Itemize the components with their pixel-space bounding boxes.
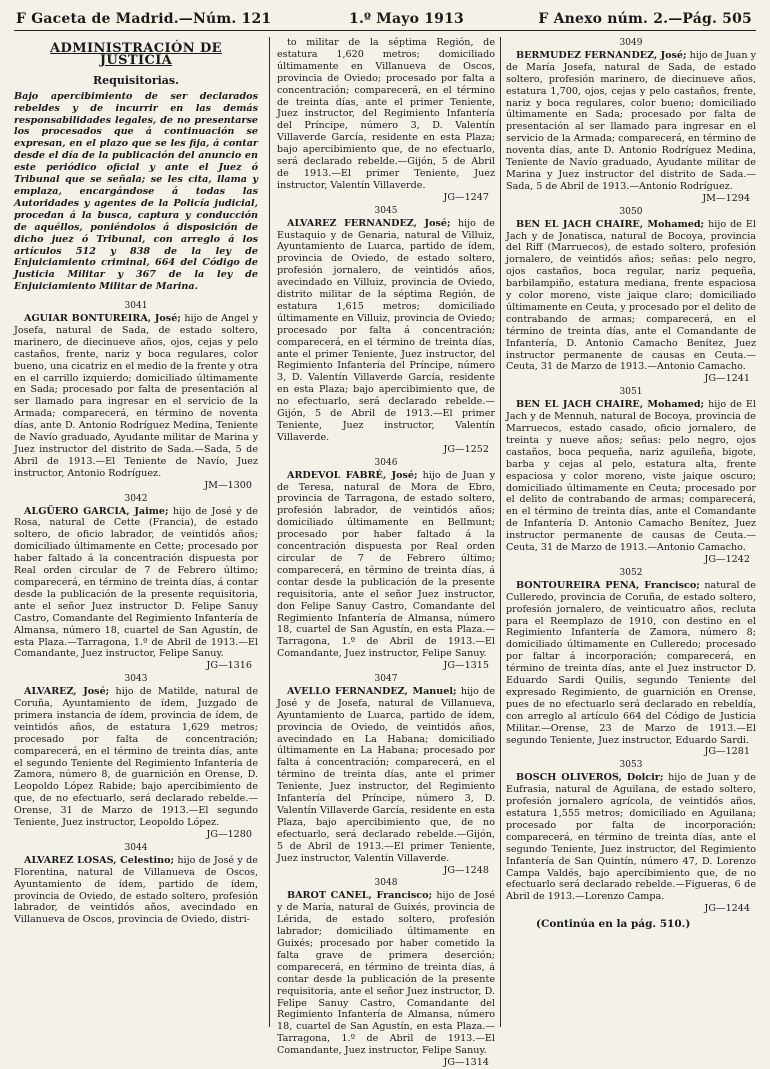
person-name: BAROT CANEL, Francisco; (287, 890, 433, 902)
entry-number: 3041 (124, 301, 148, 312)
entry-text: hijo de Eustaquio y de Genaria, natural de Villuiz, Ayuntamiento de Luarca, partido de ídem, provincia de Oviedo, de estado soltero, profesión jornalero, de veintidós años, avecindado en Villuiz, provincia de Oviedo, distrito militar de la séptima Región, de estatura 1,615 metros; domiciliado últimamente en Villuiz, provincia de Oviedo; procesado por falta á concentración; comparecerá, en el término de treinta días, ante el primer Teniente, Juez instructor, del Regimiento Infantería del Príncipe, número 3, D. Valentín Villaverde García, residente en esta Plaza; bajo apercibimiento que, de no efectuarlo, será declarado rebelde.—Gijón, 5 de Abril de 1913.—El primer Teniente, Juez instructor, Valentín Villaverde. (277, 217, 495, 443)
person-name: ALVAREZ LOSAS, Celestino; (24, 854, 175, 866)
requisitoria-entry (277, 218, 495, 444)
entry-number: 3046 (374, 457, 398, 468)
entry-reference-code: JG—1314 (443, 1057, 489, 1069)
requisitoria-entry (14, 686, 258, 829)
entry-text: hijo de Juan y de Eufrasia, natural de Aguilana, de estado soltero, profesión jornalero agrícola, de veintidós años, estatura 1,555 metros; domiciliado en Aguilana; procesado por falta de incorporación; comparecerá, en término de treinta días, ante el segundo Teniente, Juez instructor, del Regimiento Infantería de San Quintín, número 47, D. Lorenzo Campa Valdés, bajo apercibimiento que, de no efectuarlo será declarado rebelde.—Figueras, 6 de Abril de 1913.—Lorenzo Campa. (506, 772, 756, 903)
entry-text: natural de Culleredo, provincia de Coruña, de estado soltero, profesión jornalero, de veinticuatro años, recluta para el Reemplazo de 1910, con destino en el Regimiento Infantería de Zamora, número 8; domiciliado últimamente en Culleredo; procesado por faltar á incorporación; comparecerá, en término de treinta días, ante el Juez instructor D. Eduardo Sardi Quilis, segundo Teniente del expresado Regimiento, de guarnición en Orense, pues de no efectuarlo será declarado en rebeldía, con arreglo al artículo 664 del Código de Justicia Militar.—Orense, 23 de Marzo de 1913.—El segundo Teniente, Juez instructor, Eduardo Sardi. (506, 579, 756, 746)
intro-paragraph: Bajo apercibimiento de ser declarados rebeldes y de incurrir en las demás responsabilidades legales, de no presentarse los procesados que á continuación se expresan, en el plazo que se les fija, á contar desde el día de la publicación del anuncio en este periódico oficial y ante el Juez ó Tribunal que se señala; se les cita, llama y emplaza, encargándose á todas las Autoridades y agentes de la Policía judicial, procedan á la busca, captura y conducción de aquéllos, poniéndolos á disposición de dicho juez ó Tribunal, con arreglo á los artículos 512 y 838 de la ley de Enjuiciamiento criminal, 664 del Código de Justicia Militar y 367 de la ley de Enjuiciamiento Militar de Marina. (14, 90, 258, 293)
entry-text: hijo de José y de Rosa, natural de Cette (Francia), de estado soltero, de oficio labrador, de veintidós años; domiciliado últimamente en Cette; procesado por haber faltado á la concentración dispuesta por Real orden circular de 7 de Febrero último; comparecerá, en término de treinta días, á contar desde la publicación de la presente requisitoria, ante el señor Juez instructor D. Felipe Sanuy Castro, Comandante del Regimiento Infantería de Almansa, número 18, cuartel de San Agustín, de esta Plaza.—Tarragona, 1.º de Abril de 1913.—El Comandante, Juez instructor, Felipe Sanuy. (14, 505, 258, 660)
entry-reference-code: JG—1241 (704, 373, 750, 385)
entry-text: hijo de José y de María, natural de Guixés, provincia de Lérida, de estado soltero, profesión labrador; domiciliado últimamente en Guixés; procesado por haber cometido la falta grave de primera deserción; comparecerá, en término de treinta días, á contar desde la publicación de la presente requisitoria, ante el señor Juez instructor, D. Felipe Sanuy Castro, Comandante del Regimiento Infantería de Almansa, número 18, cuartel de San Agustín, en esta Plaza.—Tarragona, 1.º de Abril de 1913.—El Comandante, Juez instructor, Felipe Sanuy. (277, 890, 495, 1057)
entry-reference-code: JM—1294 (702, 192, 750, 204)
person-name: ALVAREZ, José; (24, 686, 110, 698)
requisitoria-entry (277, 686, 495, 865)
header-page-number: F Anexo núm. 2.—Pág. 505 (538, 11, 752, 27)
entry-reference-code: JG—1242 (704, 553, 750, 565)
header-date: 1.º Mayo 1913 (349, 11, 464, 27)
column-2 (277, 37, 495, 1069)
entry-reference-code: JG—1248 (443, 864, 489, 876)
requisitoria-entry (277, 470, 495, 661)
person-name: ARDEVOL FABRÉ, José; (287, 469, 418, 481)
entry-text: hijo de El Jach y de Jonatisca, natural de Bocoya, provincia del Riff (Marruecos), de estado soltero, profesión jornalero, de veintidós años; señas: pelo negro, ojos castaños, boca regular, nariz pequeña, barbilampiño, estatura mediana, frente espaciosa y color moreno, viste jaique claro; domiciliado últimamente en Ceuta, y procesado por el delito de contrabando de armas; comparecerá, en el término de treinta días, ante el Comandante de Infantería, D. Antonio Camacho Benítez, Juez instructor permanente de causas en Ceuta.—Ceuta, 31 de Marzo de 1913.—Antonio Camacho. (506, 218, 756, 373)
entry-text: hijo de Juan y de María Josefa, natural de Sada, de estado soltero, profesión marinero, de diecinueve años, estatura 1,700, ojos, cejas y pelo castaños, frente, nariz y boca regulares, color bueno; domiciliado últimamente en Sada; procesado por falta de presentación al ser llamado para ingresar en el servicio de la Armada; comparecerá, en término de noventa días, ante D. Antonio Rodríguez Medina, Teniente de Navío graduado, Ayudante militar de Marina y Juez instructor del distrito de Sada.—Sada, 5 de Abril de 1913.—Antonio Rodríguez. (506, 49, 756, 192)
content-columns (14, 31, 756, 1069)
entry-reference-code: JG—1316 (206, 660, 252, 672)
entry-number: 3045 (374, 205, 398, 216)
entry-reference-code: JG—1244 (704, 903, 750, 915)
entry-reference-code: JM—1300 (204, 479, 252, 491)
person-name: BOSCH OLIVEROS, Dolcir; (516, 772, 664, 784)
person-name: BERMUDEZ FERNANDEZ, José; (516, 49, 687, 61)
entry-number: 3051 (619, 387, 643, 398)
entry-text: hijo de José y de Josefa, natural de Villanueva, Ayuntamiento de Luarca, partido de ídem, provincia de Oviedo, de veintidós años, avecindado en La Habana; domiciliado últimamente en La Habana; procesado por falta á concentración; comparecerá, en el término de treinta días, ante el primer Teniente, Juez instructor, del Regimiento Infantería del Príncipe, número 3, D. Valentín Villaverde García, residente en esta Plaza, bajo apercibimiento que, de no efectuarlo, será declarado rebelde.—Gijón, 5 de Abril de 1913.—El primer Teniente, Juez instructor, Valentín Villaverde. (277, 685, 495, 864)
entry-reference-code: JG—1280 (206, 829, 252, 840)
person-name: BEN EL JACH CHAIRE, Mohamed; (516, 399, 705, 411)
requisitoria-entry (14, 506, 258, 661)
entry-text: hijo de José y de Florentina, natural de Villanueva de Oscos, Ayuntamiento de ídem, partido de ídem, provincia de Oviedo, de estado soltero, profesión labrador, de veintidós años, avecindado en Villanueva de Oscos, provincia de Oviedo, distri- (14, 854, 258, 926)
entry-text: hijo de Juan y de Teresa, natural de Mora de Ebro, provincia de Tarragona, de estado soltero, profesión labrador, de veintidós años; domiciliado últimamente en Bellmunt; procesado por haber faltado á la concentración dispuesta por Real orden circular de 7 de Febrero último; comparecerá, en término de treinta días, á contar desde la publicación de la presente requisitoria, ante el señor Juez instructor, don Felipe Sanuy Castro, Comandante del Regimiento Infantería de Almansa, número 18, cuartel de San Agustín, en esta Plaza.—Tarragona, 1.º de Abril de 1913.—El Comandante, Juez instructor, Felipe Sanuy. (277, 469, 495, 660)
person-name: AGUIAR BONTUREIRA, José; (24, 313, 181, 325)
entry-number: 3044 (124, 842, 148, 853)
page-header (14, 8, 756, 31)
person-name: ALGÜERO GARCIA, Jaime; (24, 505, 169, 517)
requisitoria-entry (506, 772, 756, 903)
entry-number: 3042 (124, 493, 148, 504)
entry-reference-code: JG—1252 (443, 443, 489, 455)
column-divider (269, 37, 270, 1027)
entry-text: hijo de Angel y Josefa, natural de Sada, de estado soltero, marinero, de diecinueve años, ojos, cejas y pelo castaños, frente, nariz y boca regulares, color bueno, una cicatriz en el medio de la frente y otra en el carrillo izquierdo; domiciliado últimamente en Sada; procesado por falta de presentación al ser llamado para ingresar en el servicio de la Armada; comparecerá, en término de noventa días, ante D. Antonio Rodríguez Medina, Teniente de Navío graduado, Ayudante militar de Marina y Juez instructor del distrito de Sada.—Sada, 5 de Abril de 1913.—El Teniente de Navío, Juez instructor, Antonio Rodríguez. (14, 313, 258, 479)
entry-text: hijo de El Jach y de Mennuh, natural de Bocoya, provincia de Marruecos, estado casado, oficio jornalero, de treinta y nueve años; señas: pelo negro, ojos castaños, boca pequeña, nariz aguileña, bigote, barba y cejas al pelo, estatura alta, frente espaciosa y color moreno, viste jaique oscuro; domiciliado últimamente en Ceuta; procesado por el delito de contrabando de armas; comparecerá, en el término de treinta días, ante el Comandante de Infantería D. Antonio Camacho Benítez, Juez instructor permanente de causas de Ceuta.—Ceuta, 31 de Marzo de 1913.—Antonio Camacho. (506, 399, 756, 554)
requisitoria-entry (506, 219, 756, 374)
entry-reference-code: JG—1281 (704, 746, 750, 758)
requisitoria-entry (506, 50, 756, 193)
continuation-note: (Continúa en la pág. 510.) (536, 918, 691, 931)
entry-number: 3047 (374, 674, 398, 685)
person-name: BEN EL JACH CHAIRE, Mohamed; (516, 218, 705, 230)
person-name: ALVAREZ FERNANDEZ, José; (287, 217, 451, 229)
entry-reference-code: JG—1247 (443, 191, 489, 203)
entry-number: 3052 (619, 567, 643, 578)
entry-reference-code: JG—1315 (443, 660, 489, 672)
requisitoria-entry (277, 890, 495, 1057)
requisitoria-entry (506, 399, 756, 554)
entry-number: 3043 (124, 674, 148, 685)
entry-text: to militar de la séptima Región, de estatura 1,620 metros; domiciliado últimamente en Villanueva de Oscos, provincia de Oviedo; procesado por falta a concentración; comparecerá, en el término de treinta días, ante el primer Teniente, Juez instructor, del Regimiento Infantería del Príncipe, número 3, D. Valentín Villaverde García, residente en esta Plaza; bajo apercibimiento que, de no efectuarlo, será declarado rebelde.—Gijón, 5 de Abril de 1913.—El primer Teniente, Juez instructor, Valentín Villaverde. (277, 37, 495, 191)
person-name: BONTOUREIRA PENA, Francisco; (516, 579, 700, 591)
requisitoria-entry (14, 313, 258, 480)
requisitoria-entry (14, 855, 258, 926)
entry-number: 3049 (619, 38, 643, 48)
person-name: AVELLO FERNANDEZ, Manuel; (287, 685, 457, 697)
header-issue: F Gaceta de Madrid.—Núm. 121 (16, 11, 272, 27)
column-3 (506, 37, 756, 1027)
entry-number: 3050 (619, 206, 643, 217)
entry-number: 3048 (374, 878, 398, 889)
column-divider (500, 37, 501, 1027)
requisitoria-entry (277, 37, 495, 192)
requisitoria-entry (506, 580, 756, 747)
entry-number: 3053 (619, 760, 643, 771)
section-title: ADMINISTRACIÓN DE JUSTICIA (50, 41, 222, 68)
entry-text: hijo de Matilde, natural de Coruña, Ayuntamiento de ídem, Juzgado de primera instancia de ídem, provincia de ídem, de veintidós años, de estatura 1,629 metros; procesado por falta de concentración; comparecerá, en el término de treinta días, ante el segundo Teniente del Regimiento Infantería de Zamora, número 8, de guarnición en Orense, D. Leopoldo López Rabide; bajo apercibimiento de que, de no efectuarlo, será declarado rebelde.—Orense, 31 de Marzo de 1913.—El segundo Teniente, Juez instructor, Leopoldo López. (14, 686, 258, 829)
column-1 (14, 37, 258, 1027)
subsection-title: Requisitorias. (93, 73, 179, 87)
